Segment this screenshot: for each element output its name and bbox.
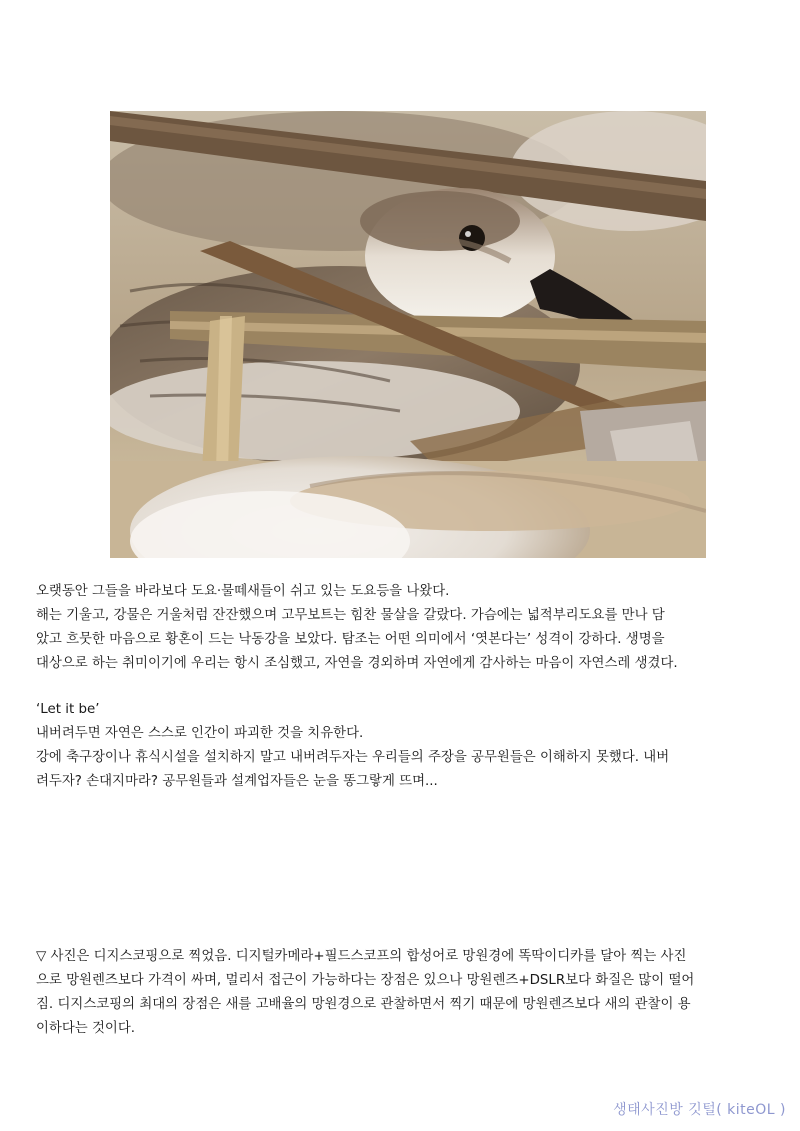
paragraph-let-it-be (36, 698, 776, 794)
footer-credit: 생태사진방 깃털( kiteOL ) (613, 1102, 786, 1118)
paragraph-line: 내버려두면 자연은 스스로 인간이 파괴한 것을 치유한다. (36, 726, 364, 741)
paragraph-line: 았고 흐뭇한 마음으로 황혼이 드는 낙동강을 보았다. 탐조는 어떤 의미에서 ‘엿본다는’ 성격이 강하다. 생명을 (36, 632, 665, 647)
bird-photo (110, 111, 706, 558)
paragraph-intro (36, 580, 776, 676)
paragraph-line: 오랫동안 그들을 바라보다 도요·물떼새들이 쉬고 있는 도요등을 나왔다. (36, 584, 450, 599)
photo-note (36, 945, 776, 1041)
paragraph-line: 해는 기울고, 강물은 거울처럼 잔잔했으며 고무보트는 힘찬 물살을 갈랐다. 가슴에는 넓적부리도요를 만나 담 (36, 608, 665, 623)
paragraph-line: 강에 축구장이나 휴식시설을 설치하지 말고 내버려두자는 우리들의 주장을 공무원들은 이해하지 못했다. 내버 (36, 750, 670, 765)
note-line: 으로 망원렌즈보다 가격이 싸며, 멀리서 접근이 가능하다는 장점은 있으나 망원렌즈+DSLR보다 화질은 많이 떨어 (36, 973, 695, 988)
note-line: 이하다는 것이다. (36, 1021, 136, 1036)
paragraph-line: 대상으로 하는 취미이기에 우리는 항시 조심했고, 자연을 경외하며 자연에게 감사하는 마음이 자연스레 생겼다. (36, 656, 678, 671)
sandpiper-illustration (110, 111, 706, 558)
note-line: ▽ 사진은 디지스코핑으로 찍었음. 디지털카메라+필드스코프의 합성어로 망원경에 똑딱이디카를 달아 찍는 사진 (36, 949, 687, 964)
paragraph-line: ‘Let it be’ (36, 702, 100, 717)
paragraph-line: 려두자? 손대지마라? 공무원들과 설계업자들은 눈을 똥그랗게 뜨며... (36, 774, 438, 789)
note-line: 짐. 디지스코핑의 최대의 장점은 새를 고배율의 망원경으로 관찰하면서 찍기 때문에 망원렌즈보다 새의 관찰이 용 (36, 997, 691, 1012)
